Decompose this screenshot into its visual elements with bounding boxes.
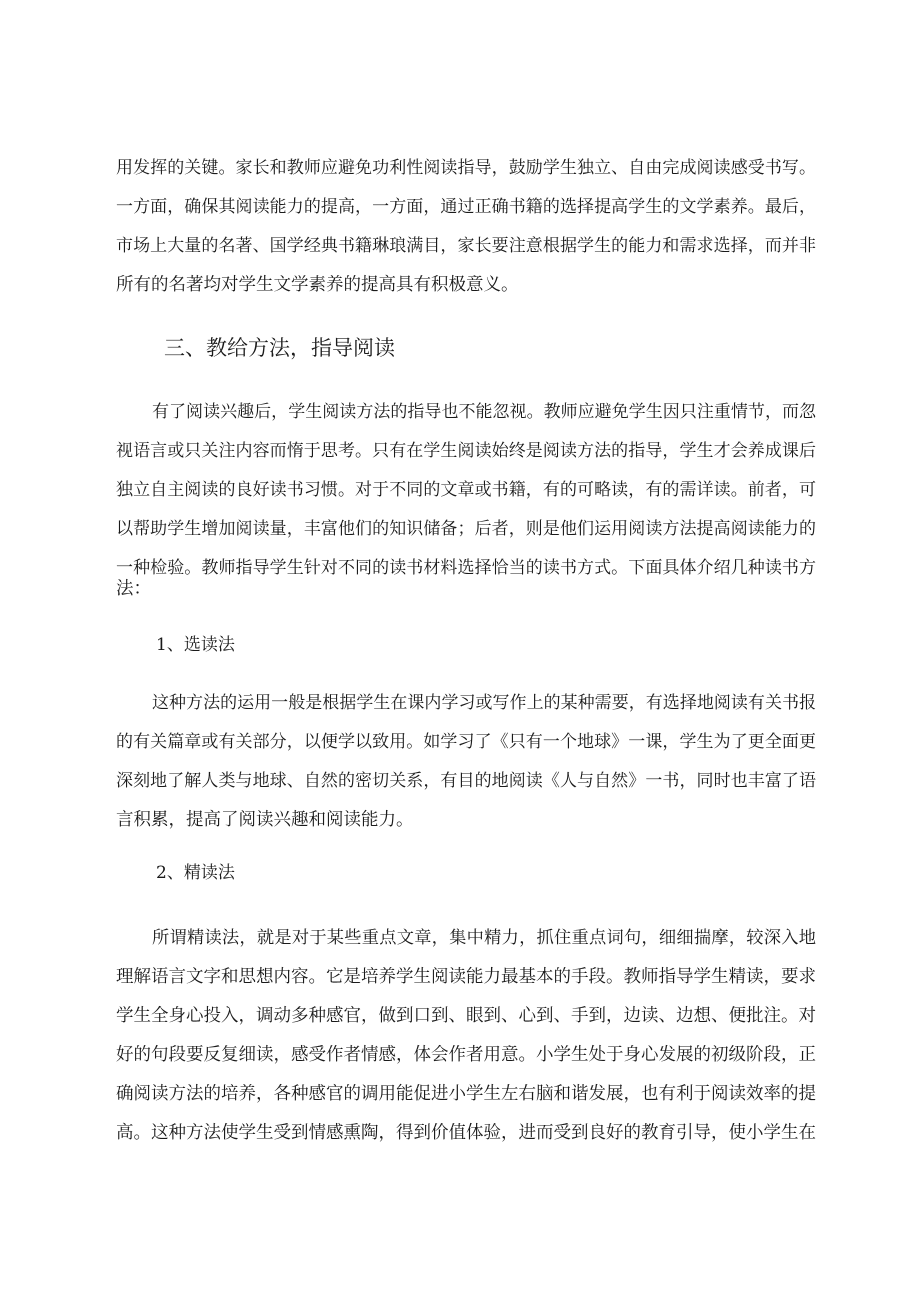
intro-line-1: 用发挥的关键。家长和教师应避免功利性阅读指导，鼓励学生独立、自由完成阅读感受书写。 xyxy=(116,158,816,178)
method1-line-4: 言积累，提高了阅读兴趣和阅读能力。 xyxy=(116,810,414,830)
section-heading: 三、教给方法，指导阅读 xyxy=(164,336,395,360)
intro-line-3: 市场上大量的名著、国学经典书籍琳琅满目，家长要注意根据学生的能力和需求选择，而并非 xyxy=(116,236,816,256)
section-line-2: 视语言或只关注内容而惰于思考。只有在学生阅读始终是阅读方法的指导，学生才会养成课后 xyxy=(116,441,816,461)
method1-line-2: 的有关篇章或有关部分，以便学以致用。如学习了《只有一个地球》一课，学生为了更全面更 xyxy=(116,732,816,752)
section-line-6: 法： xyxy=(116,579,151,599)
section-line-4: 以帮助学生增加阅读量，丰富他们的知识储备；后者，则是他们运用阅读方法提高阅读能力的 xyxy=(116,519,816,539)
method2-line-5: 确阅读方法的培养，各种感官的调用能促进小学生左右脑和谐发展，也有利于阅读效率的提 xyxy=(116,1084,816,1104)
method2-line-6: 高。这种方法使学生受到情感熏陶，得到价值体验，进而受到良好的教育引导，使小学生在 xyxy=(116,1123,816,1143)
intro-line-2: 一方面，确保其阅读能力的提高，一方面，通过正确书籍的选择提高学生的文学素养。最后， xyxy=(116,197,816,217)
method2-heading: 2、精读法 xyxy=(156,863,235,883)
intro-line-4: 所有的名著均对学生文学素养的提高具有积极意义。 xyxy=(116,275,519,295)
method2-line-1: 所谓精读法，就是对于某些重点文章，集中精力，抓住重点词句，细细揣摩，较深入地 xyxy=(152,928,816,948)
method1-heading: 1、选读法 xyxy=(156,635,235,655)
method2-line-2: 理解语言文字和思想内容。它是培养学生阅读能力最基本的手段。教师指导学生精读，要求 xyxy=(116,967,816,987)
method1-line-3: 深刻地了解人类与地球、自然的密切关系，有目的地阅读《人与自然》一书，同时也丰富了语 xyxy=(116,771,816,791)
method2-line-4: 好的句段要反复细读，感受作者情感，体会作者用意。小学生处于身心发展的初级阶段，正 xyxy=(116,1045,816,1065)
method2-line-3: 学生全身心投入，调动多种感官，做到口到、眼到、心到、手到，边读、边想、便批注。对 xyxy=(116,1006,816,1026)
section-line-5: 一种检验。教师指导学生针对不同的读书材料选择恰当的读书方式。下面具体介绍几种读书方 xyxy=(116,558,816,578)
section-line-1: 有了阅读兴趣后，学生阅读方法的指导也不能忽视。教师应避免学生因只注重情节，而忽 xyxy=(152,402,816,422)
section-line-3: 独立自主阅读的良好读书习惯。对于不同的文章或书籍，有的可略读，有的需详读。前者，可 xyxy=(116,480,816,500)
method1-line-1: 这种方法的运用一般是根据学生在课内学习或写作上的某种需要，有选择地阅读有关书报 xyxy=(152,693,816,713)
